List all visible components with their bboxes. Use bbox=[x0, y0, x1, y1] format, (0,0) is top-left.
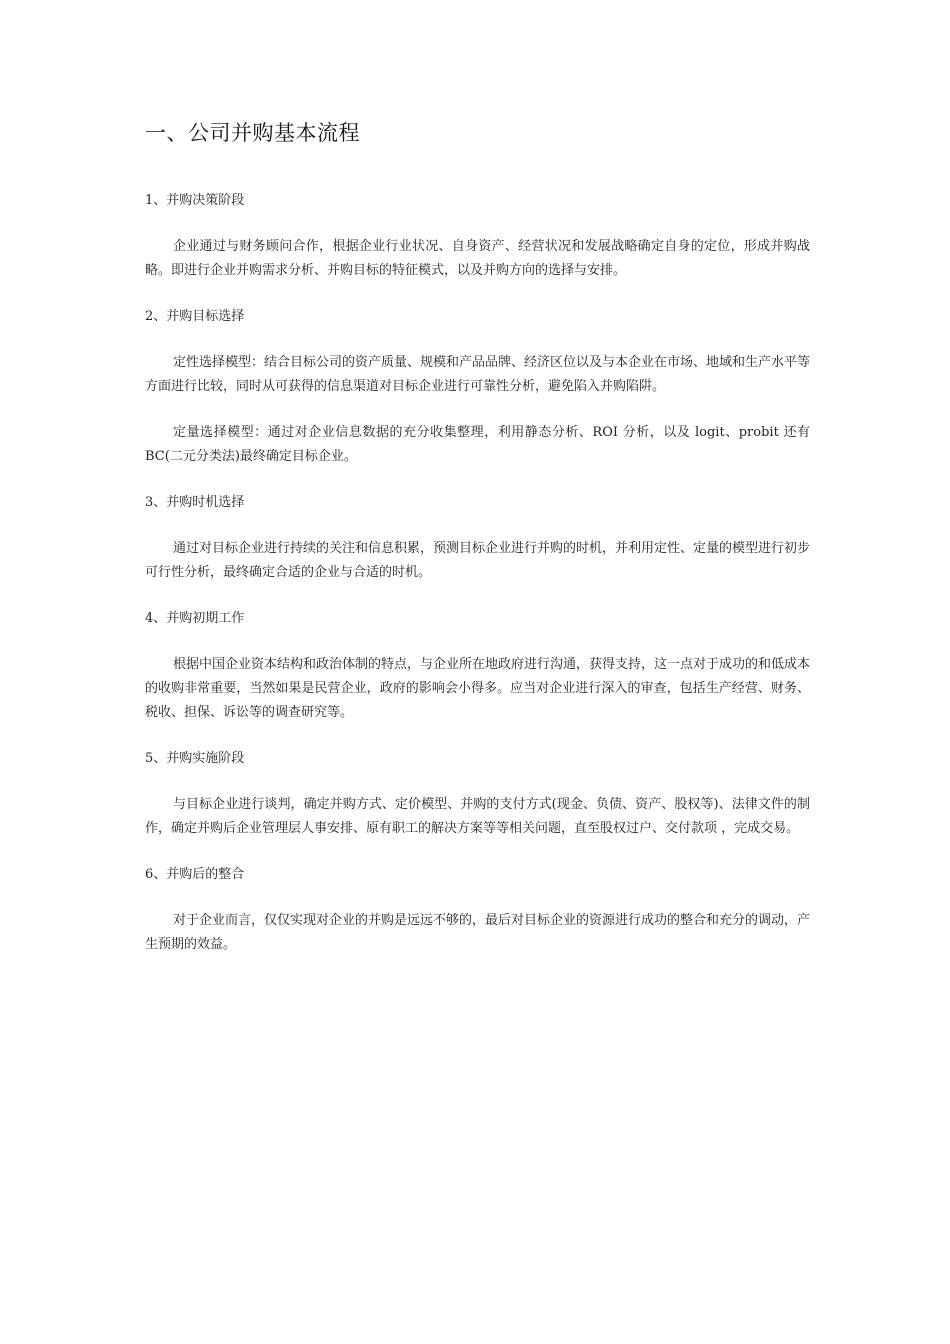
section-heading: 6、并购后的整合 bbox=[145, 867, 245, 882]
document-title: 一、公司并购基本流程 bbox=[145, 121, 360, 145]
document-body bbox=[145, 118, 810, 979]
section-heading: 4、并购初期工作 bbox=[145, 611, 245, 626]
section-heading: 2、并购目标选择 bbox=[145, 309, 245, 324]
section-timing bbox=[145, 491, 810, 585]
section-integration bbox=[145, 863, 810, 957]
section-paragraph: 根据中国企业资本结构和政治体制的特点，与企业所在地政府进行沟通，获得支持，这一点对于成功的和低成本的收购非常重要，当然如果是民营企业，政府的影响会小得多。应当对企业进行深入的审查，包括生产经营、财务、税收、担保、诉讼等的调查研究等。 bbox=[145, 657, 811, 720]
section-heading: 1、并购决策阶段 bbox=[145, 193, 245, 208]
section-paragraph: 企业通过与财务顾问合作，根据企业行业状况、自身资产、经营状况和发展战略确定自身的定位，形成并购战略。即进行企业并购需求分析、并购目标的特征模式，以及并购方向的选择与安排。 bbox=[145, 239, 810, 278]
section-paragraph: 定量选择模型：通过对企业信息数据的充分收集整理，利用静态分析、ROI 分析，以及 logit、probit 还有 BC(二元分类法)最终确定目标企业。 bbox=[145, 425, 810, 464]
section-paragraph: 与目标企业进行谈判，确定并购方式、定价模型、并购的支付方式(现金、负债、资产、股权等)、法律文件的制作，确定并购后企业管理层人事安排、原有职工的解决方案等等相关问题，直至股权过户、交付款项 ，完成交易。 bbox=[145, 797, 810, 836]
section-heading: 5、并购实施阶段 bbox=[145, 751, 245, 766]
section-paragraph: 对于企业而言，仅仅实现对企业的并购是远远不够的，最后对目标企业的资源进行成功的整合和充分的调动，产生预期的效益。 bbox=[145, 913, 811, 952]
section-initial-work bbox=[145, 607, 810, 725]
section-decision bbox=[145, 189, 810, 283]
section-paragraph: 通过对目标企业进行持续的关注和信息积累，预测目标企业进行并购的时机，并利用定性、定量的模型进行初步可行性分析，最终确定合适的企业与合适的时机。 bbox=[145, 541, 811, 580]
section-target-selection bbox=[145, 305, 810, 469]
section-heading: 3、并购时机选择 bbox=[145, 495, 245, 510]
section-paragraph: 定性选择模型：结合目标公司的资产质量、规模和产品品牌、经济区位以及与本企业在市场、地域和生产水平等方面进行比较，同时从可获得的信息渠道对目标企业进行可靠性分析，避免陷入并购陷阱。 bbox=[145, 355, 811, 394]
section-implementation bbox=[145, 747, 810, 841]
